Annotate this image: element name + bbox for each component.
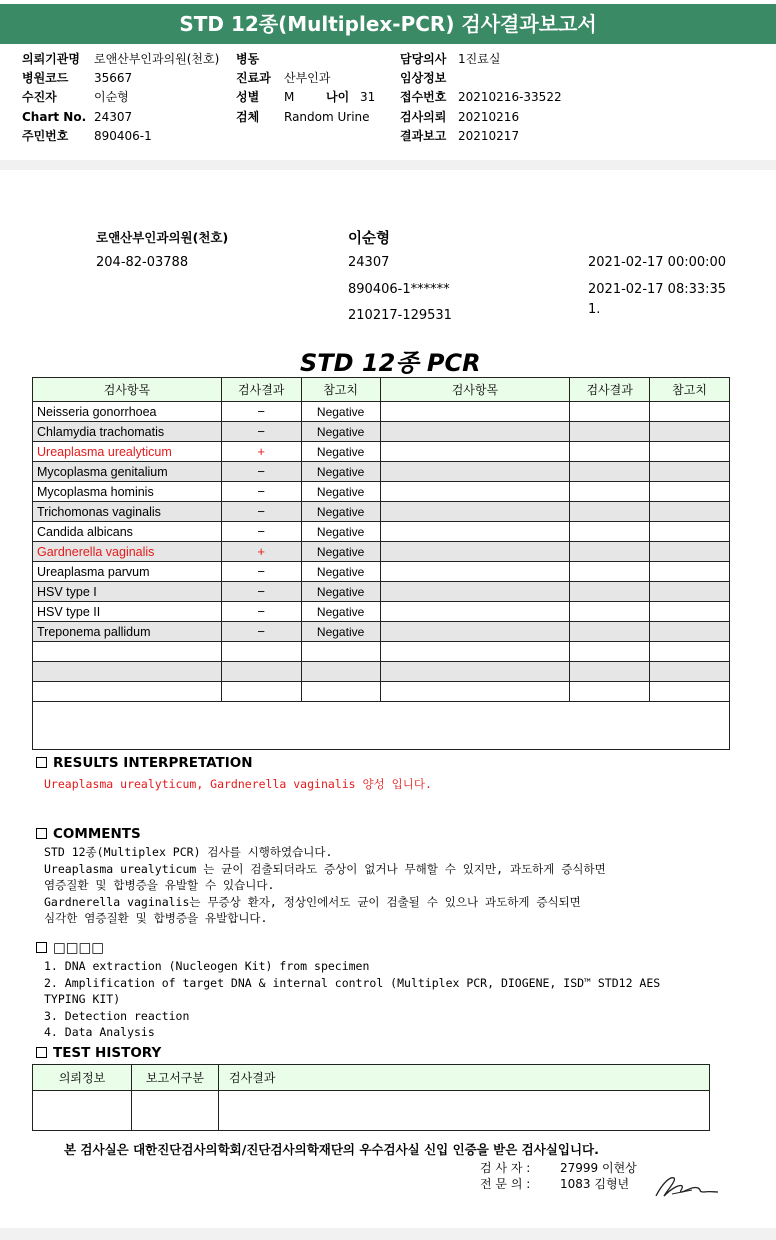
test-name: Chlamydia trachomatis [33, 422, 222, 442]
test-history-title: TEST HISTORY [36, 1045, 161, 1061]
table-row [33, 602, 730, 622]
age-value: 31 [360, 90, 376, 104]
method-title: □□□□ [36, 940, 104, 956]
test-reference: Negative [301, 602, 380, 622]
test-reference: Negative [301, 622, 380, 642]
report-label: 결과보고 [400, 129, 447, 143]
chart-number: 24307 [348, 255, 390, 270]
certification-text: 본 검사실은 대한진단검사의학회/진단검사의학재단의 우수검사실 신입 인증을 받은 검사실입니다. [64, 1142, 599, 1157]
patient-label: 수진자 [22, 90, 57, 104]
page-number: 1. [588, 302, 601, 317]
clinical-label: 임상정보 [400, 71, 447, 85]
id-masked: 890406-1****** [348, 282, 450, 297]
header-test-item-2: 검사항목 [380, 378, 570, 402]
sample-number: 210217-129531 [348, 308, 452, 323]
history-header-row [33, 1065, 710, 1091]
test-name: Ureaplasma urealyticum [33, 442, 222, 462]
table-row [33, 542, 730, 562]
method-text: 1. DNA extraction (Nucleogen Kit) from specimen 2. Amplification of target DNA & internal control (Multiplex PCR, DIOGENE, ISD™ STD12 AES TYPING KIT) 3. Detection reaction 4. Data Analysis [44, 959, 661, 1039]
table-row [33, 462, 730, 482]
table-row [33, 522, 730, 542]
request-label: 검사의뢰 [400, 110, 447, 124]
specimen-label: 검체 [236, 110, 260, 124]
datetime-received: 2021-02-17 00:00:00 [588, 255, 727, 270]
checkbox-square-icon [36, 757, 47, 768]
test-reference: Negative [301, 502, 380, 522]
history-header-report-type: 보고서구분 [132, 1065, 219, 1091]
examiner-label: 검 사 자 : [480, 1161, 531, 1175]
checkbox-square-icon [36, 1047, 47, 1058]
test-result: − [221, 502, 301, 522]
test-result: − [221, 602, 301, 622]
table-row-empty [33, 682, 730, 702]
test-result: − [221, 482, 301, 502]
header-reference: 참고치 [301, 378, 380, 402]
hospital-code-value: 35667 [94, 71, 133, 85]
header-reference-2: 참고치 [650, 378, 730, 402]
chart-label: Chart No. [22, 110, 87, 124]
table-row [33, 482, 730, 502]
chart-value: 24307 [94, 110, 133, 124]
table-row-empty [33, 662, 730, 682]
patient-value: 이순형 [94, 90, 129, 104]
table-row-empty [33, 642, 730, 662]
report-title: STD 12종(Multiplex-PCR) 검사결과보고서 [0, 4, 776, 44]
test-name: Treponema pallidum [33, 622, 222, 642]
test-history-table [32, 1064, 710, 1131]
test-result: + [221, 542, 301, 562]
test-result: + [221, 442, 301, 462]
table-row [33, 582, 730, 602]
sex-label: 성별 [236, 90, 260, 104]
institution-value: 로앤산부인과의원(천호) [94, 52, 220, 66]
header-test-item: 검사항목 [33, 378, 222, 402]
test-result: − [221, 422, 301, 442]
pcr-title: STD 12종 PCR [300, 349, 481, 377]
test-name: Neisseria gonorrhoea [33, 402, 222, 422]
clinic-name: 로앤산부인과의원(천호) [96, 230, 229, 245]
datetime-reported: 2021-02-17 08:33:35 [588, 282, 727, 297]
footer-divider [0, 1228, 776, 1240]
report-value: 20210217 [458, 129, 520, 143]
results-interpretation-text: Ureaplasma urealyticum, Gardnerella vaginalis 양성 입니다. [44, 777, 432, 791]
specialist-value: 1083 김형년 [560, 1177, 630, 1191]
test-name: Trichomonas vaginalis [33, 502, 222, 522]
header-result-2: 검사결과 [570, 378, 650, 402]
test-reference: Negative [301, 402, 380, 422]
test-name: Gardnerella vaginalis [33, 542, 222, 562]
table-row [33, 402, 730, 422]
signature-icon [652, 1170, 722, 1200]
test-result: − [221, 522, 301, 542]
comments-text: STD 12종(Multiplex PCR) 검사를 시행하였습니다. Ureaplasma urealyticum 는 균이 검출되더라도 증상이 없거나 무해할 수 있지만, 과도하게 증식하면 염증질환 및 합병증을 유발할 수 있습니다. Gardnerella vaginalis는 무증상 환자, 정상인에서도 균이 검출될 수 있으나 과도하게 증식되면 심각한 염증질환 및 합병증을 유발합니다. [44, 845, 606, 925]
test-name: Ureaplasma parvum [33, 562, 222, 582]
header-result: 검사결과 [221, 378, 301, 402]
table-header-row [33, 378, 730, 402]
test-reference: Negative [301, 582, 380, 602]
comments-title: COMMENTS [36, 826, 141, 842]
test-reference: Negative [301, 462, 380, 482]
specimen-value: Random Urine [284, 110, 370, 124]
history-header-request: 의뢰정보 [33, 1065, 132, 1091]
test-name: Candida albicans [33, 522, 222, 542]
request-value: 20210216 [458, 110, 520, 124]
doctor-value: 1진료실 [458, 52, 501, 66]
test-result: − [221, 462, 301, 482]
table-row [33, 622, 730, 642]
department-label: 진료과 [236, 71, 271, 85]
test-result: − [221, 402, 301, 422]
test-reference: Negative [301, 562, 380, 582]
checkbox-square-icon [36, 942, 47, 953]
test-name: HSV type I [33, 582, 222, 602]
history-header-result: 검사결과 [219, 1065, 710, 1091]
test-name: Mycoplasma hominis [33, 482, 222, 502]
id-label: 주민번호 [22, 129, 69, 143]
receipt-label: 접수번호 [400, 90, 447, 104]
specialist-label: 전 문 의 : [480, 1177, 531, 1191]
patient-name: 이순형 [348, 231, 391, 247]
header-divider [0, 160, 776, 170]
department-value: 산부인과 [284, 71, 331, 85]
table-row [33, 422, 730, 442]
table-row [33, 442, 730, 462]
hospital-code-label: 병원코드 [22, 71, 69, 85]
test-reference: Negative [301, 422, 380, 442]
receipt-value: 20210216-33522 [458, 90, 562, 104]
examiner-value: 27999 이현상 [560, 1161, 637, 1175]
test-result: − [221, 582, 301, 602]
id-value: 890406-1 [94, 129, 152, 143]
ward-label: 병동 [236, 52, 260, 66]
checkbox-square-icon [36, 828, 47, 839]
test-result: − [221, 622, 301, 642]
table-row [33, 562, 730, 582]
test-reference: Negative [301, 542, 380, 562]
doctor-label: 담당의사 [400, 52, 447, 66]
table-row [33, 502, 730, 522]
test-name: Mycoplasma genitalium [33, 462, 222, 482]
results-interpretation-title: RESULTS INTERPRETATION [36, 755, 253, 771]
test-reference: Negative [301, 482, 380, 502]
test-reference: Negative [301, 522, 380, 542]
results-table [32, 377, 730, 750]
institution-label: 의뢰기관명 [22, 52, 80, 66]
sex-value: M [284, 90, 295, 104]
age-label: 나이 [326, 90, 350, 104]
test-reference: Negative [301, 442, 380, 462]
clinic-number: 204-82-03788 [96, 255, 189, 270]
history-row [33, 1091, 710, 1131]
test-name: HSV type II [33, 602, 222, 622]
table-row-empty [33, 702, 730, 750]
test-result: − [221, 562, 301, 582]
